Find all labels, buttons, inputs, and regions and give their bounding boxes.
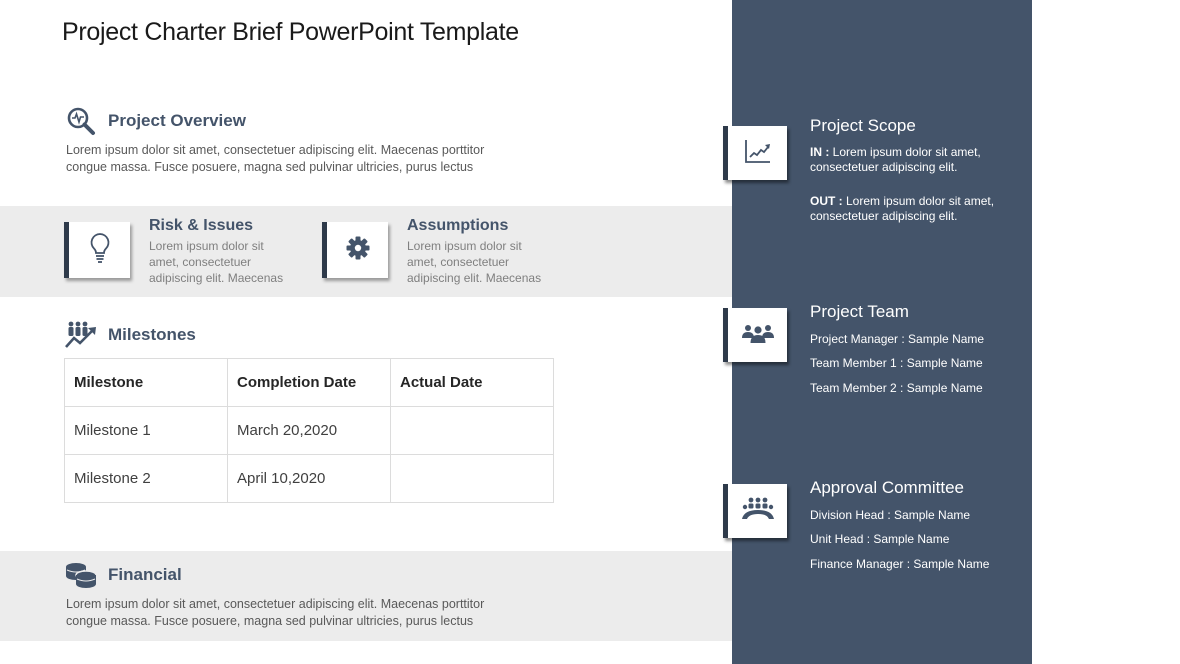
page-title: Project Charter Brief PowerPoint Template bbox=[62, 18, 519, 46]
milestones-heading: Milestones bbox=[108, 325, 196, 344]
column-header: Milestone bbox=[65, 359, 228, 407]
overview-text bbox=[66, 142, 484, 176]
table-cell bbox=[391, 407, 554, 455]
lightbulb-icon bbox=[89, 232, 111, 269]
approval-icon-card bbox=[723, 484, 787, 538]
team-icon bbox=[742, 322, 774, 349]
table-cell: April 10,2020 bbox=[228, 455, 391, 503]
financial-line: Lorem ipsum dolor sit amet, consectetuer adipiscing elit. Maecenas porttitor bbox=[66, 597, 485, 611]
table-cell: March 20,2020 bbox=[228, 407, 391, 455]
milestones-header bbox=[64, 320, 196, 350]
team-member: Project Manager : Sample Name bbox=[810, 332, 985, 346]
team-heading: Project Team bbox=[810, 302, 909, 321]
column-header: Actual Date bbox=[391, 359, 554, 407]
scope-in bbox=[810, 145, 1020, 175]
assumptions-icon-card bbox=[322, 222, 388, 278]
approval-member: Unit Head : Sample Name bbox=[810, 532, 950, 546]
table-cell: Milestone 1 bbox=[65, 407, 228, 455]
risk-line: Lorem ipsum dolor sit bbox=[149, 239, 264, 253]
gear-icon bbox=[345, 235, 371, 266]
overview-line: congue massa. Fusce posuere, magna sed pulvinar ultricies, purus lectus bbox=[66, 160, 474, 174]
assumptions-line: amet, consectetuer bbox=[407, 255, 510, 269]
magnifier-pulse-icon bbox=[64, 106, 98, 136]
risk-line: adipiscing elit. Maecenas bbox=[149, 271, 284, 285]
scope-heading: Project Scope bbox=[810, 116, 916, 135]
risk-text bbox=[149, 238, 309, 286]
scope-out-text: Lorem ipsum dolor sit amet, bbox=[842, 194, 995, 208]
risk-line: amet, consectetuer bbox=[149, 255, 252, 269]
trend-chart-icon bbox=[744, 138, 772, 169]
overview-heading: Project Overview bbox=[108, 111, 246, 130]
overview-line: Lorem ipsum dolor sit amet, consectetuer adipiscing elit. Maecenas porttitor bbox=[66, 143, 485, 157]
table-cell: Milestone 2 bbox=[65, 455, 228, 503]
table-row bbox=[65, 455, 554, 503]
approval-member: Division Head : Sample Name bbox=[810, 508, 971, 522]
scope-out-label: OUT : bbox=[810, 194, 843, 208]
financial-text bbox=[66, 596, 484, 630]
scope-in-text: Lorem ipsum dolor sit amet, bbox=[829, 145, 981, 159]
scope-icon-card bbox=[723, 126, 787, 180]
financial-heading: Financial bbox=[108, 565, 182, 584]
financial-header bbox=[64, 560, 182, 590]
team-icon-card bbox=[723, 308, 787, 362]
team-member: Team Member 2 : Sample Name bbox=[810, 381, 983, 395]
assumptions-heading: Assumptions bbox=[407, 217, 509, 234]
scope-in-text: consectetuer adipiscing elit. bbox=[810, 160, 958, 174]
committee-icon bbox=[742, 497, 774, 526]
scope-out-text: consectetuer adipiscing elit. bbox=[810, 209, 958, 223]
column-header: Completion Date bbox=[228, 359, 391, 407]
assumptions-text bbox=[407, 238, 567, 286]
scope-in-label: IN : bbox=[810, 145, 830, 159]
approval-heading: Approval Committee bbox=[810, 478, 965, 497]
assumptions-line: adipiscing elit. Maecenas bbox=[407, 271, 542, 285]
overview-header bbox=[64, 106, 246, 136]
financial-line: congue massa. Fusce posuere, magna sed pulvinar ultricies, purus lectus bbox=[66, 614, 474, 628]
risk-icon-card bbox=[64, 222, 130, 278]
coins-icon bbox=[64, 560, 98, 590]
table-header-row bbox=[65, 359, 554, 407]
approval-member: Finance Manager : Sample Name bbox=[810, 557, 990, 571]
risk-heading: Risk & Issues bbox=[149, 217, 254, 234]
team-member: Team Member 1 : Sample Name bbox=[810, 356, 983, 370]
people-growth-icon bbox=[64, 320, 98, 350]
table-row bbox=[65, 407, 554, 455]
milestones-table bbox=[64, 358, 554, 503]
scope-out bbox=[810, 194, 1020, 224]
table-cell bbox=[391, 455, 554, 503]
assumptions-line: Lorem ipsum dolor sit bbox=[407, 239, 522, 253]
